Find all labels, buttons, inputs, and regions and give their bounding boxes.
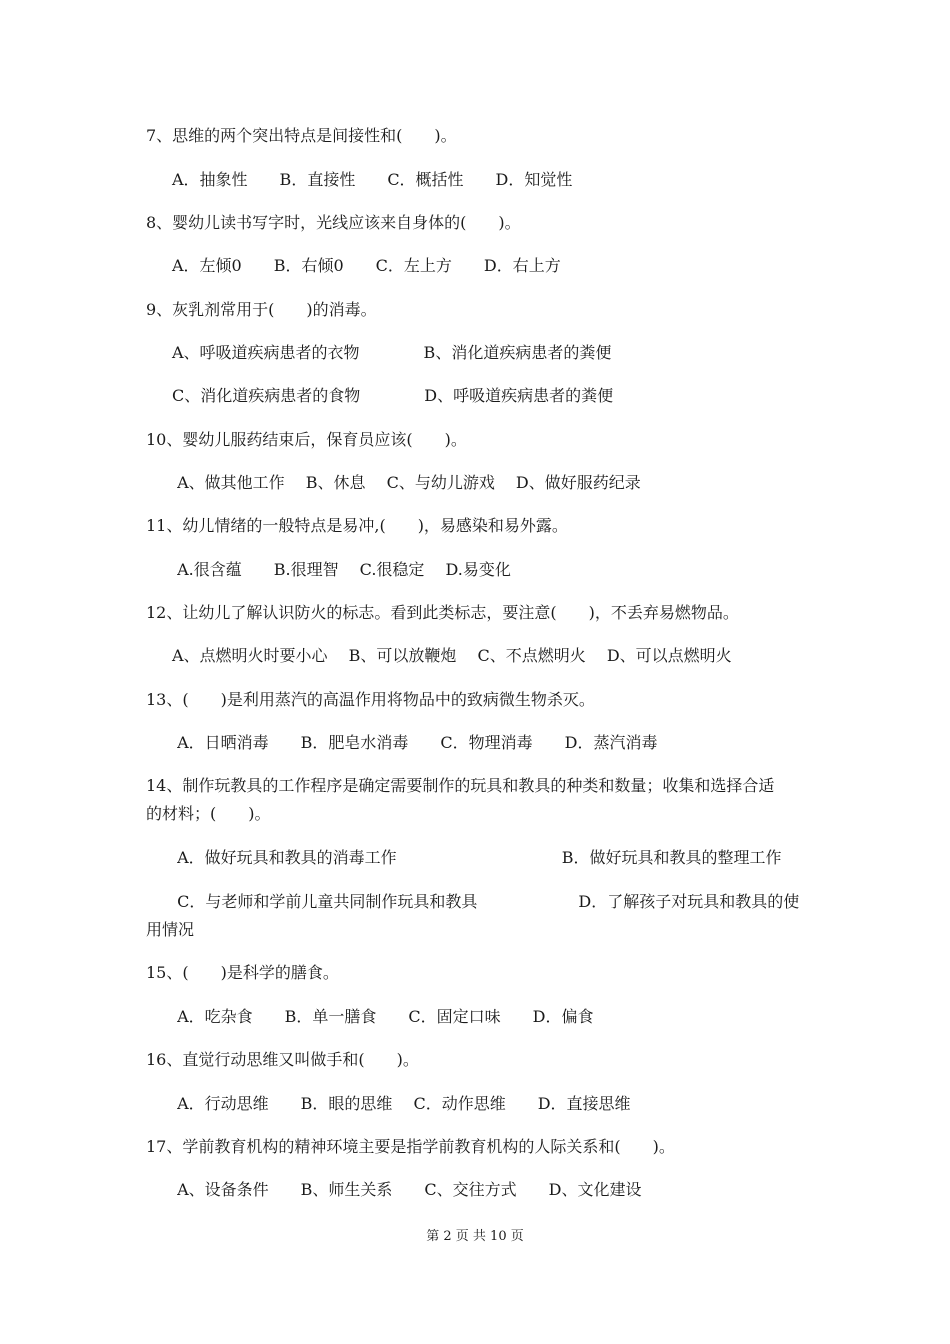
question-9-options-ab: A、呼吸道疾病患者的衣物 B、消化道疾病患者的粪便 bbox=[172, 343, 612, 362]
question-11: 11、幼儿情绪的一般特点是易冲,( )，易感染和易外露。 bbox=[146, 516, 568, 535]
question-11-options: A.很含蕴 B.很理智 C.很稳定 D.易变化 bbox=[172, 560, 511, 579]
question-12: 12、让幼儿了解认识防火的标志。看到此类标志，要注意( )，不丢弃易燃物品。 bbox=[146, 603, 739, 622]
question-9: 9、灰乳剂常用于( )的消毒。 bbox=[146, 300, 377, 319]
question-8: 8、婴幼儿读书写字时，光线应该来自身体的( )。 bbox=[146, 213, 521, 232]
question-14-options-cd-continued: 用情况 bbox=[146, 920, 195, 939]
page-number-footer: 第 2 页 共 10 页 bbox=[426, 1229, 524, 1244]
question-14-line-2: 的材料；( )。 bbox=[146, 804, 271, 823]
question-16-options: A．行动思维 B．眼的思维 C．动作思维 D．直接思维 bbox=[172, 1094, 631, 1113]
question-13: 13、( )是利用蒸汽的高温作用将物品中的致病微生物杀灭。 bbox=[146, 690, 595, 709]
question-14-options-cd: C．与老师和学前儿童共同制作玩具和教具 D．了解孩子对玩具和教具的使 bbox=[172, 892, 800, 911]
question-10-options: A、做其他工作 B、休息 C、与幼儿游戏 D、做好服药纪录 bbox=[172, 473, 641, 492]
question-9-options-cd: C、消化道疾病患者的食物 D、呼吸道疾病患者的粪便 bbox=[172, 386, 614, 405]
question-15: 15、( )是科学的膳食。 bbox=[146, 963, 339, 982]
question-14-options-ab: A．做好玩具和教具的消毒工作 B．做好玩具和教具的整理工作 bbox=[172, 848, 782, 867]
question-17: 17、学前教育机构的精神环境主要是指学前教育机构的人际关系和( )。 bbox=[146, 1137, 675, 1156]
question-14-line-1: 14、制作玩教具的工作程序是确定需要制作的玩具和教具的种类和数量；收集和选择合适 bbox=[146, 776, 775, 795]
question-17-options: A、设备条件 B、师生关系 C、交往方式 D、文化建设 bbox=[172, 1180, 642, 1199]
question-15-options: A．吃杂食 B．单一膳食 C．固定口味 D．偏食 bbox=[172, 1007, 594, 1026]
question-10: 10、婴幼儿服药结束后，保育员应该( )。 bbox=[146, 430, 467, 449]
question-8-options: A．左倾0 B．右倾0 C．左上方 D．右上方 bbox=[172, 256, 561, 275]
question-7-options: A．抽象性 B．直接性 C．概括性 D．知觉性 bbox=[172, 170, 573, 189]
question-7: 7、思维的两个突出特点是间接性和( )。 bbox=[146, 126, 457, 145]
question-12-options: A、点燃明火时要小心 B、可以放鞭炮 C、不点燃明火 D、可以点燃明火 bbox=[172, 646, 732, 665]
question-13-options: A．日晒消毒 B．肥皂水消毒 C．物理消毒 D．蒸汽消毒 bbox=[172, 733, 658, 752]
question-16: 16、直觉行动思维又叫做手和( )。 bbox=[146, 1050, 419, 1069]
